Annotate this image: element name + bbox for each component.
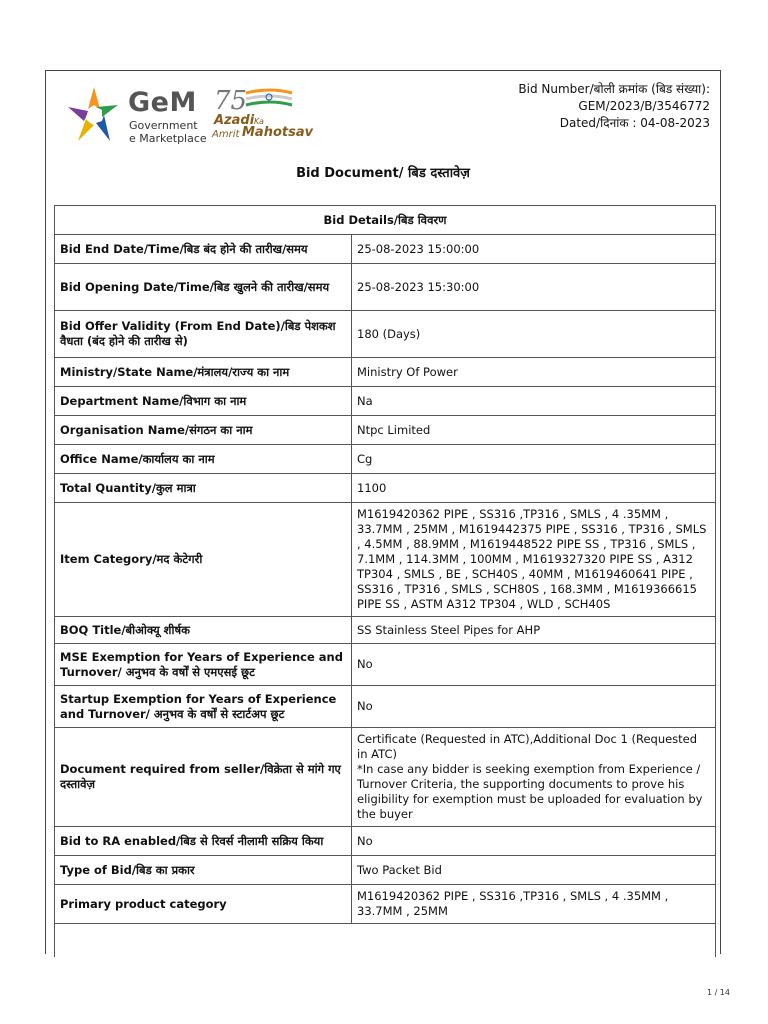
row-label: Organisation Name/संगठन का नाम: [55, 416, 352, 445]
row-value: No: [352, 686, 716, 728]
dated-label: Dated/दिनांक :: [559, 116, 637, 130]
table-header-row: [55, 206, 716, 235]
row-label: Office Name/कार्यालय का नाम: [55, 445, 352, 474]
table-row: [55, 686, 716, 728]
table-row: [55, 311, 716, 358]
gem-logo: [64, 83, 324, 149]
brand-line-1: Government: [129, 119, 198, 132]
row-label: Primary product category: [55, 885, 352, 924]
svg-text:75: 75: [214, 86, 248, 115]
amrit-text: Amrit: [212, 129, 240, 140]
azadi-ka-amrit-mahotsav-logo: [212, 83, 312, 145]
table-row: [55, 503, 716, 617]
row-label: Startup Exemption for Years of Experience and Turnover/ अनुभव के वर्षों से स्टार्टअप छूट: [55, 686, 352, 728]
table-row: [55, 728, 716, 827]
brand-line-2: e Marketplace: [129, 132, 207, 145]
continued-section-box: [54, 897, 716, 957]
bid-number-label: Bid Number/बोली क्रमांक (बिड संख्या):: [518, 82, 710, 96]
row-label: Bid Opening Date/Time/बिड खुलने की तारीख/समय: [55, 264, 352, 311]
row-value: No: [352, 827, 716, 856]
mahotsav-text: Mahotsav: [242, 125, 314, 140]
row-value: Ntpc Limited: [352, 416, 716, 445]
table-row: [55, 358, 716, 387]
row-value: 25-08-2023 15:30:00: [352, 264, 716, 311]
row-value: M1619420362 PIPE , SS316 ,TP316 , SMLS , 4 .35MM , 33.7MM , 25MM: [352, 885, 716, 924]
row-value: SS Stainless Steel Pipes for AHP: [352, 617, 716, 644]
row-value: Two Packet Bid: [352, 856, 716, 885]
table-row: [55, 827, 716, 856]
row-value: 25-08-2023 15:00:00: [352, 235, 716, 264]
row-label: Bid End Date/Time/बिड बंद होने की तारीख/समय: [55, 235, 352, 264]
row-label: Type of Bid/बिड का प्रकार: [55, 856, 352, 885]
row-value: Cg: [352, 445, 716, 474]
row-value: M1619420362 PIPE , SS316 ,TP316 , SMLS , 4 .35MM , 33.7MM , 25MM , M1619442375 PIPE , SS316 , TP316 , SMLS , 4.5MM , 88.9MM , M1619448522 PIPE SS , TP316 , SMLS , 7.1MM , 114.3MM , 100MM , M1619327320 PIPE SS , A312 TP304 , SMLS , BE , SCH40S , 40MM , M1619460641 PIPE , SS316 , TP316 , SMLS , SCH80S , 168.3MM , M1619366615 PIPE SS , ASTM A312 TP304 , WLD , SCH40S: [352, 503, 716, 617]
dated-value: 04-08-2023: [640, 116, 710, 130]
row-value: Ministry Of Power: [352, 358, 716, 387]
table-row: [55, 387, 716, 416]
gem-star-icon: [64, 83, 124, 147]
table-row: [55, 445, 716, 474]
table-row: [55, 416, 716, 445]
row-label: Bid Offer Validity (From End Date)/बिड पेशकश वैधता (बंद होने की तारीख से): [55, 311, 352, 358]
row-value: Na: [352, 387, 716, 416]
document-title: Bid Document/ बिड दस्तावेज़: [296, 166, 470, 181]
bid-number: GEM/2023/B/3546772: [578, 99, 710, 113]
table-row: [55, 474, 716, 503]
dated-line: [518, 115, 710, 132]
row-label: BOQ Title/बीओक्यू शीर्षक: [55, 617, 352, 644]
table-row: [55, 235, 716, 264]
bid-details-table: [54, 205, 716, 924]
row-label: Document required from seller/विक्रेता से मांगे गए दस्तावेज़: [55, 728, 352, 827]
table-row: [55, 264, 716, 311]
row-value: Certificate (Requested in ATC),Additional Doc 1 (Requested in ATC) *In case any bidder is seeking exemption from Experience / Turnover Criteria, the supporting documents to prove his eligibility for exemption must be uploaded for evaluation by the buyer: [352, 728, 716, 827]
seventy-five-emblem-icon: [212, 85, 302, 115]
table-row: [55, 617, 716, 644]
row-label: Department Name/विभाग का नाम: [55, 387, 352, 416]
row-value: 1100: [352, 474, 716, 503]
row-label: MSE Exemption for Years of Experience and Turnover/ अनुभव के वर्षों से एमएसई छूट: [55, 644, 352, 686]
row-value: No: [352, 644, 716, 686]
document-page: [45, 70, 721, 954]
ka-text: Ka: [254, 117, 264, 126]
row-label: Ministry/State Name/मंत्रालय/राज्य का नाम: [55, 358, 352, 387]
brand-name: GeM: [128, 87, 197, 118]
row-label: Bid to RA enabled/बिड से रिवर्स नीलामी सक्रिय किया: [55, 827, 352, 856]
azadi-text: Azadi: [214, 113, 255, 128]
row-label: Total Quantity/कुल मात्रा: [55, 474, 352, 503]
table-row: [55, 856, 716, 885]
bid-info: [518, 81, 710, 132]
row-label: Item Category/मद केटेगरी: [55, 503, 352, 617]
table-heading: Bid Details/बिड विवरण: [55, 206, 716, 235]
row-value: 180 (Days): [352, 311, 716, 358]
table-row: [55, 644, 716, 686]
page-number: 1 / 14: [706, 988, 730, 997]
